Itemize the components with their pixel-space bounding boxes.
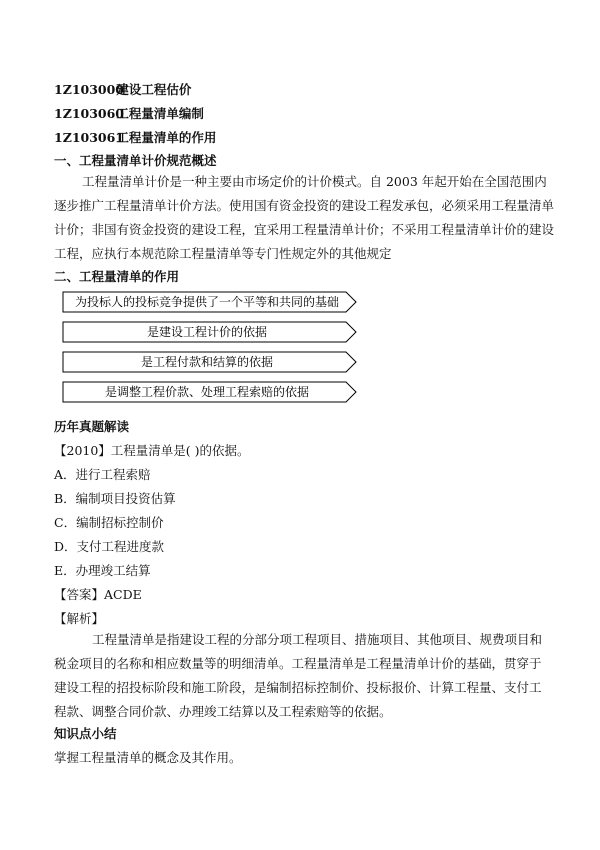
section1-body: [54, 170, 554, 266]
role-box: [62, 381, 358, 403]
heading-code: 1Z103000: [54, 82, 125, 97]
option-e: E．办理竣工结算: [54, 563, 151, 578]
analysis-paragraph: 工程量清单是指建设工程的分部分项工程项目、措施项目、其他项目、规费项目和税金项目的名称和相应数量等的明细清单。工程量清单是工程量清单计价的基础，贯穿于建设工程的招投标阶段和施工阶段，是编制招标控制价、投标报价、计算工程量、支付工程款、调整合同价款、办理竣工结算以及工程索赔等的依据。: [54, 632, 543, 719]
option-c: C．编制招标控制价: [54, 515, 164, 530]
summary-body: 掌握工程量清单的概念及其作用。: [54, 750, 242, 765]
option-d: D．支付工程进度款: [54, 539, 165, 554]
summary-title: 知识点小结: [54, 726, 117, 741]
heading-section: [54, 104, 204, 122]
section1-paragraph: 工程量清单计价是一种主要由市场定价的计价模式。自 2003 年起开始在全国范围内逐步推广工程量清单计价方法。使用国有资金投资的建设工程发承包，必须采用工程量清单计价；非国有资金投资的建设工程，宜采用工程量清单计价；不采用工程量清单计价的建设工程，应执行本规范除工程量清单等专门性规定外的其他规定: [54, 174, 555, 261]
option-a: A．进行工程索赔: [54, 467, 151, 482]
section2-title: 二、工程量清单的作用: [54, 269, 180, 284]
role-label: 为投标人的投标竞争提供了一个平等和共同的基础: [74, 295, 339, 309]
role-label: 是建设工程计价的依据: [146, 325, 267, 339]
roles-diagram: [62, 291, 362, 411]
exam-question: 【2010】工程量清单是( )的依据。: [54, 443, 250, 458]
role-box: [62, 291, 358, 313]
heading-title: 工程量清单编制: [116, 106, 204, 121]
heading-topic: [54, 128, 216, 146]
analysis-label: 【解析】: [54, 611, 105, 626]
exam-answer: 【答案】ACDE: [54, 587, 142, 602]
heading-title: 建设工程估价: [116, 82, 192, 97]
analysis-body: [54, 628, 550, 724]
role-box: [62, 321, 358, 343]
role-label: 是工程付款和结算的依据: [140, 355, 273, 369]
heading-chapter: [54, 80, 191, 98]
heading-title: 工程量清单的作用: [116, 130, 217, 145]
section1-title: 一、工程量清单计价规范概述: [54, 153, 217, 168]
option-b: B．编制项目投资估算: [54, 491, 176, 506]
role-box: [62, 351, 358, 373]
exam-title: 历年真题解读: [54, 419, 130, 434]
heading-code: 1Z103060: [54, 106, 125, 121]
heading-code: 1Z103061: [54, 130, 125, 145]
role-label: 是调整工程价款、处理工程索赔的依据: [104, 385, 309, 399]
